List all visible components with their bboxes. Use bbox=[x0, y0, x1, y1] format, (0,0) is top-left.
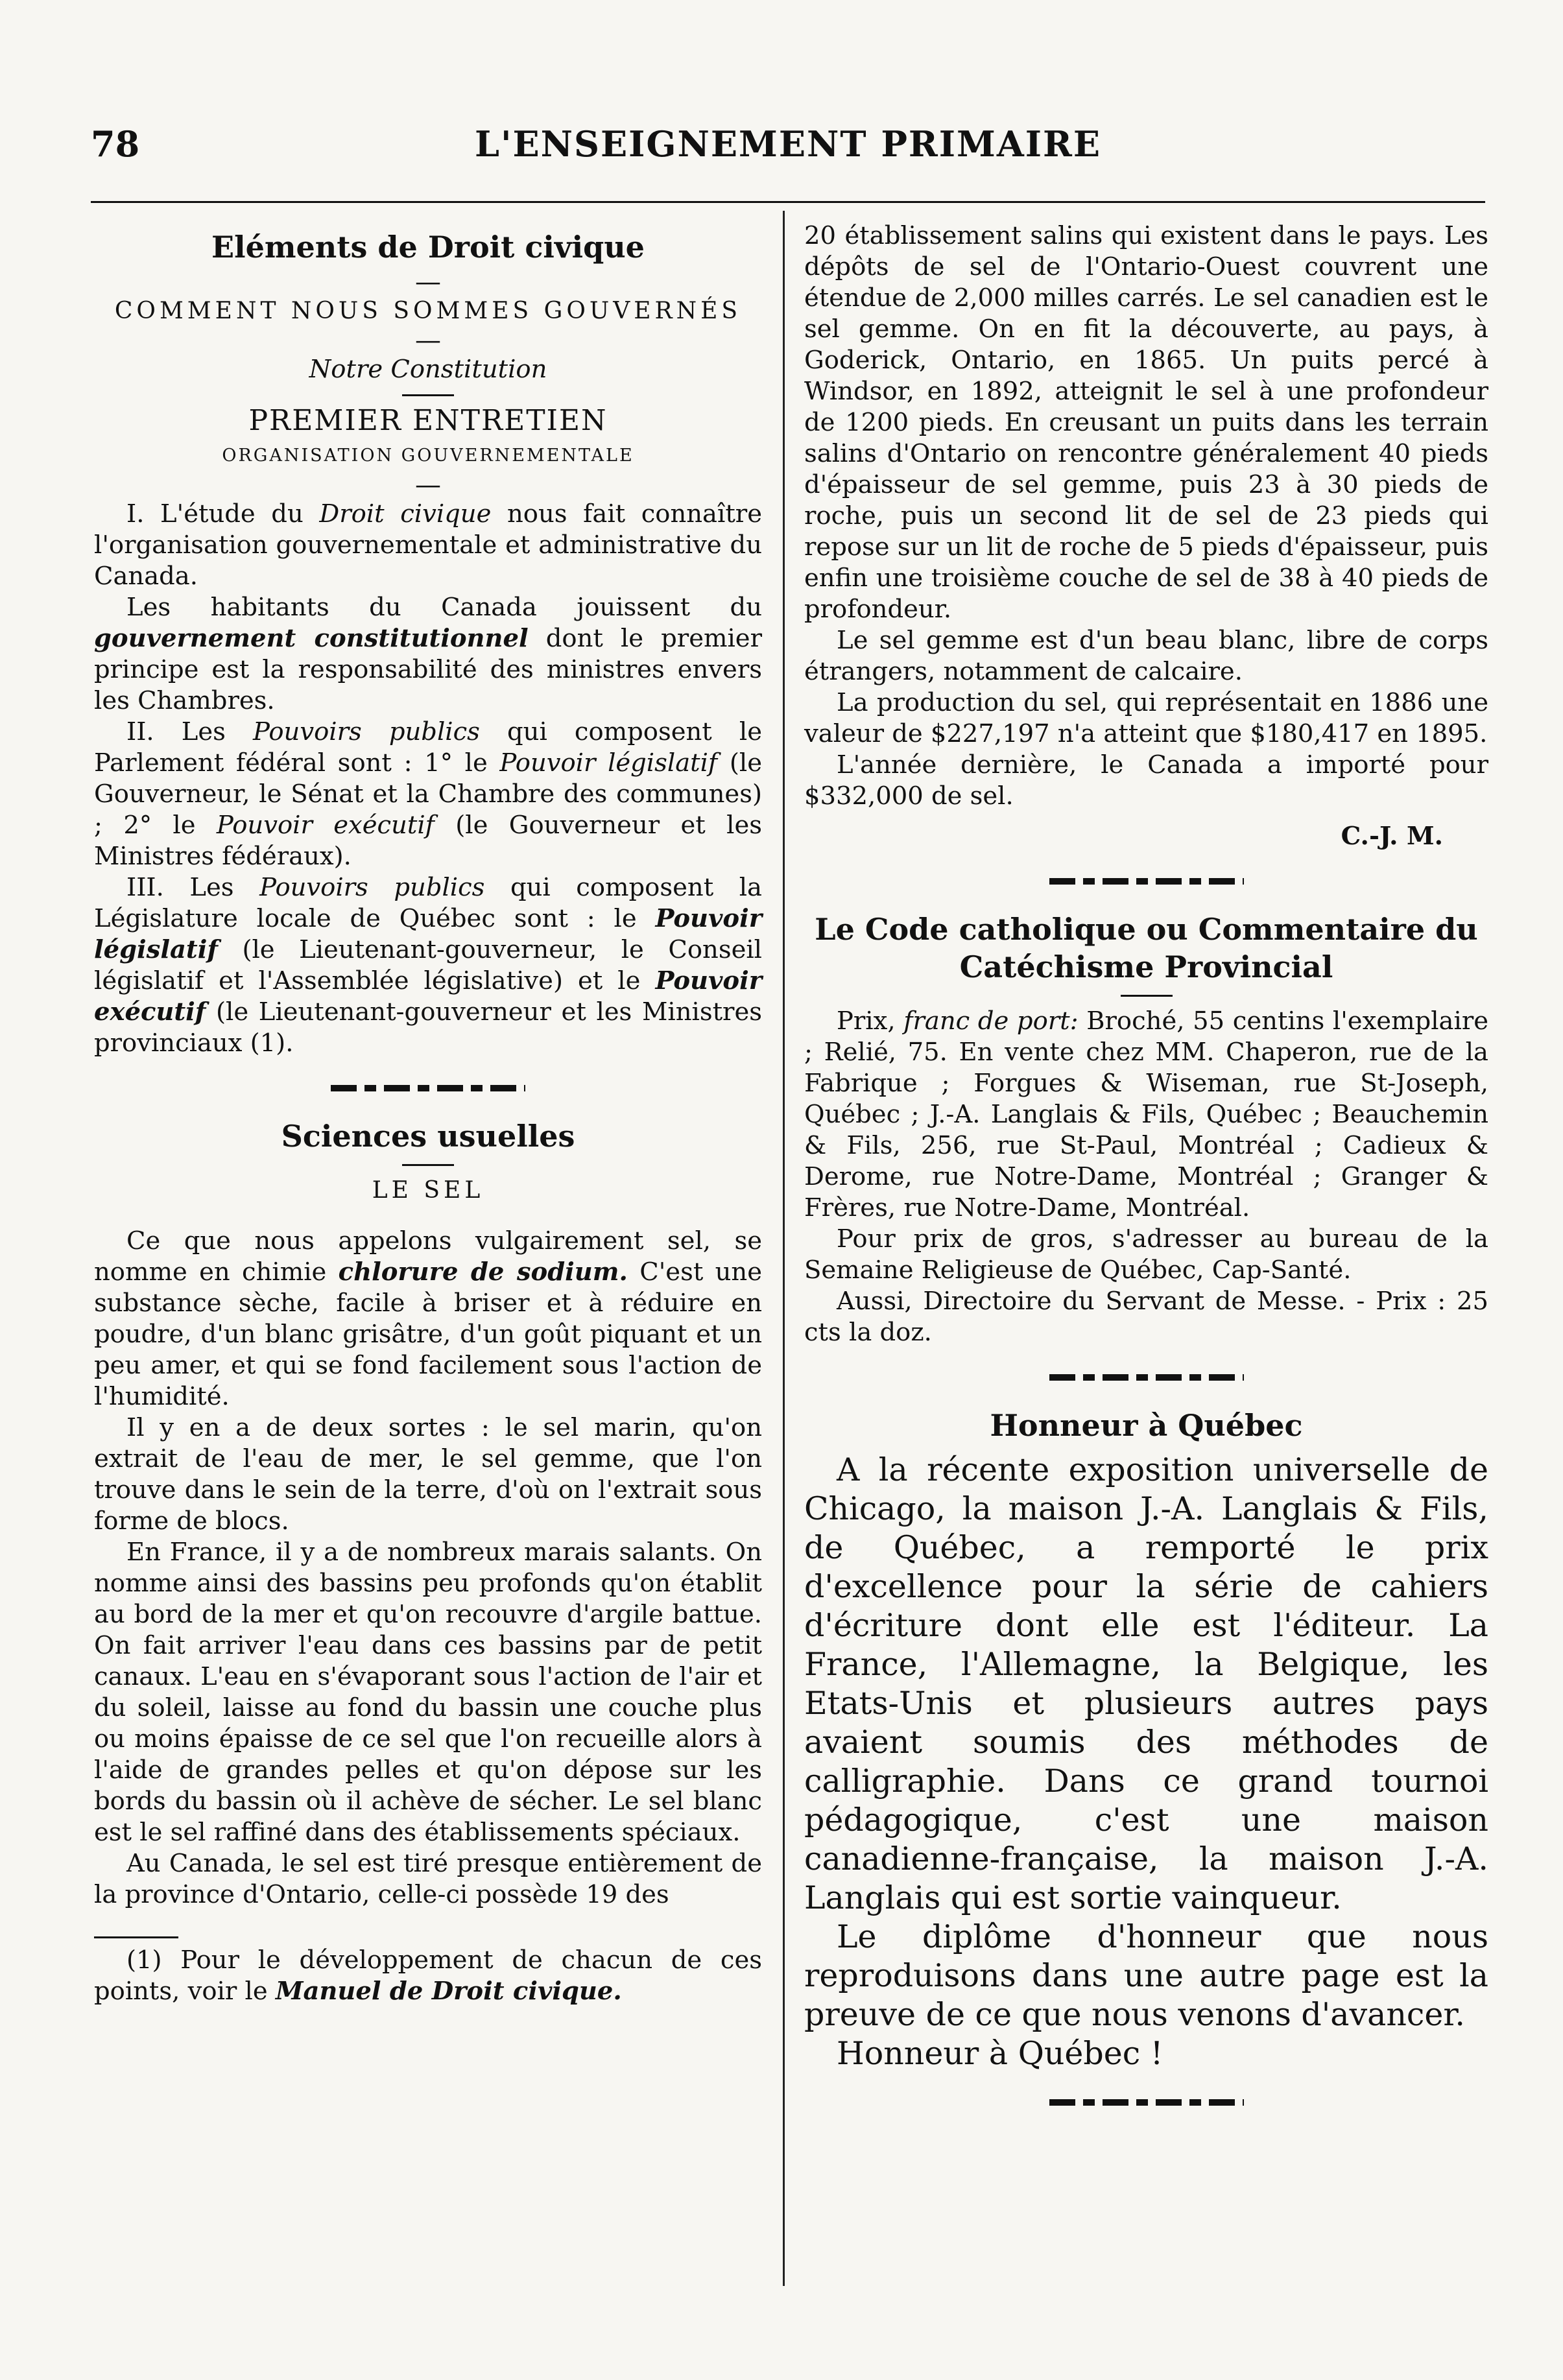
paragraph: Le sel gemme est d'un beau blanc, libre de corps étrangers, notamment de calcaire. bbox=[804, 626, 1488, 686]
running-title: L'ENSEIGNEMENT PRIMAIRE bbox=[474, 123, 1102, 165]
paragraph: Pour prix de gros, s'adresser au bureau de la Semaine Religieuse de Québec, Cap-Santé. bbox=[804, 1224, 1488, 1285]
header-rule bbox=[91, 201, 1485, 203]
right-column bbox=[804, 220, 1488, 2132]
short-rule bbox=[402, 394, 454, 396]
paragraph: I. L'étude du Droit civique nous fait connaître l'organisation gouvernementale et administrative du Canada. bbox=[94, 499, 762, 591]
honneur-title: Honneur à Québec bbox=[990, 1408, 1303, 1443]
paragraph: Le diplôme d'honneur que nous reproduisons dans une autre page est la preuve de ce que nous venons d'avancer. bbox=[804, 1918, 1488, 2033]
paragraph: II. Les Pouvoirs publics qui composent le Parlement fédéral sont : 1° le Pouvoir législatif (le Gouverneur, le Sénat et la Chambre des communes) ; 2° le Pouvoir exécutif (le Gouverneur et les Ministres fédéraux). bbox=[94, 717, 763, 871]
organisation-heading: ORGANISATION GOUVERNEMENTALE bbox=[222, 446, 634, 466]
droit-civique-subtitle: COMMENT NOUS SOMMES GOUVERNÉS bbox=[114, 298, 742, 324]
entretien-heading: PREMIER ENTRETIEN bbox=[248, 404, 608, 437]
ornament-divider bbox=[1049, 1374, 1244, 1381]
left-column bbox=[94, 220, 762, 2007]
dash: — bbox=[415, 267, 441, 297]
paragraph: Les habitants du Canada jouissent du gouvernement constitutionnel dont le premier principe est la responsabilité des ministres envers les Chambres. bbox=[94, 593, 762, 715]
ornament-divider bbox=[1049, 878, 1244, 885]
paragraph: A la récente exposition universelle de Chicago, la maison J.-A. Langlais & Fils, de Québec, a remporté le prix d'excellence pour la série de cahiers d'écriture dont elle est l'éditeur. La France, l'Allemagne, la Belgique, les Etats-Unis et plusieurs autres pays avaient soumis des méthodes de calligraphie. Dans ce grand tournoi pédagogique, c'est une maison canadienne-française, la maison J.-A. Langlais qui est sortie vainqueur. bbox=[804, 1451, 1488, 1916]
paragraph: Au Canada, le sel est tiré presque entièrement de la province d'Ontario, celle-ci possède 19 des bbox=[94, 1849, 762, 1909]
dash: — bbox=[415, 470, 441, 500]
page-header bbox=[91, 123, 1485, 188]
page-number: 78 bbox=[91, 123, 140, 165]
paragraph: Honneur à Québec ! bbox=[837, 2035, 1163, 2072]
droit-civique-title: Eléments de Droit civique bbox=[211, 230, 645, 265]
paragraph: Il y en a de deux sortes : le sel marin, qu'on extrait de l'eau de mer, le sel gemme, que l'on trouve dans le sein de la terre, d'où on l'extrait sous forme de blocs. bbox=[94, 1413, 762, 1536]
sel-title: LE SEL bbox=[372, 1177, 484, 1204]
paragraph: L'année dernière, le Canada a importé pour $332,000 de sel. bbox=[804, 750, 1488, 811]
paragraph: III. Les Pouvoirs publics qui composent la Législature locale de Québec sont : le Pouvoir législatif (le Lieutenant-gouverneur, le Conseil législatif et l'Assemblée législative) et le Pouvoir exécutif (le Lieutenant-gouverneur et les Ministres provinciaux (1). bbox=[94, 873, 762, 1058]
short-rule bbox=[1121, 995, 1173, 997]
ornament-divider bbox=[331, 1085, 525, 1091]
footnote-rule bbox=[94, 1936, 178, 1938]
signature: C.-J. M. bbox=[1341, 822, 1443, 851]
sciences-title: Sciences usuelles bbox=[281, 1119, 575, 1154]
paragraph: Prix, franc de port: Broché, 55 centins l'exemplaire ; Relié, 75. En vente chez MM. Chaperon, rue de la Fabrique ; Forgues & Wiseman, rue St-Joseph, Québec ; J.-A. Langlais & Fils, Québec ; Beauchemin & Fils, 256, rue St-Paul, Montréal ; Cadieux & Derome, rue Notre-Dame, Montréal ; Granger & Frères, rue Notre-Dame, Montréal. bbox=[804, 1006, 1489, 1222]
paragraph: 20 établissement salins qui existent dans le pays. Les dépôts de sel de l'Ontario-Ouest couvrent une étendue de 2,000 milles carrés. Le sel canadien est le sel gemme. On en fit la découverte, au pays, à Goderick, Ontario, en 1865. Un puits percé à Windsor, en 1892, atteignit le sel à une profondeur de 1200 pieds. En creusant un puits dans les terrain salins d'Ontario on rencontre généralement 40 pieds d'épaisseur de sel gemme, puis 23 à 30 pieds de roche, puis un second lit de sel de 23 pieds qui repose sur un lit de roche de 5 pieds d'épaisseur, puis enfin une troisième couche de sel de 38 à 40 pieds de profondeur. bbox=[804, 221, 1488, 624]
code-catholique-title: Le Code catholique ou Commentaire du Catéchisme Provincial bbox=[815, 912, 1478, 984]
paragraph: La production du sel, qui représentait en 1886 une valeur de $227,197 n'a atteint que $180,417 en 1895. bbox=[804, 688, 1488, 748]
paragraph: En France, il y a de nombreux marais salants. On nomme ainsi des bassins peu profonds qu'on établit au bord de la mer et qu'on recouvre d'argile battue. On fait arriver l'eau dans ces bassins par de petit canaux. L'eau en s'évaporant sous l'action de l'air et du soleil, laisse au fond du bassin une couche plus ou moins épaisse de ce sel que l'on recueille alors à l'aide de grandes pelles et qu'on dépose sur les bords du bassin où il achève de sécher. Le sel blanc est le sel raffiné dans des établissements spéciaux. bbox=[94, 1538, 762, 1847]
short-rule bbox=[402, 1164, 454, 1166]
column-divider bbox=[783, 211, 785, 2286]
honneur-article bbox=[804, 1451, 1488, 2073]
paragraph: Aussi, Directoire du Servant de Messe. - Prix : 25 cts la doz. bbox=[804, 1287, 1488, 1347]
constitution-subtitle: Notre Constitution bbox=[309, 355, 547, 384]
ornament-divider bbox=[1049, 2099, 1244, 2106]
paragraph: Ce que nous appelons vulgairement sel, se nomme en chimie chlorure de sodium. C'est une substance sèche, facile à briser et à réduire en poudre, d'un blanc grisâtre, d'un goût piquant et un peu amer, et qui se fond facilement sous l'action de l'humidité. bbox=[94, 1226, 763, 1411]
footnote: (1) Pour le développement de chacun de ces points, voir le Manuel de Droit civique. bbox=[94, 1946, 762, 2006]
dash: — bbox=[415, 326, 441, 355]
